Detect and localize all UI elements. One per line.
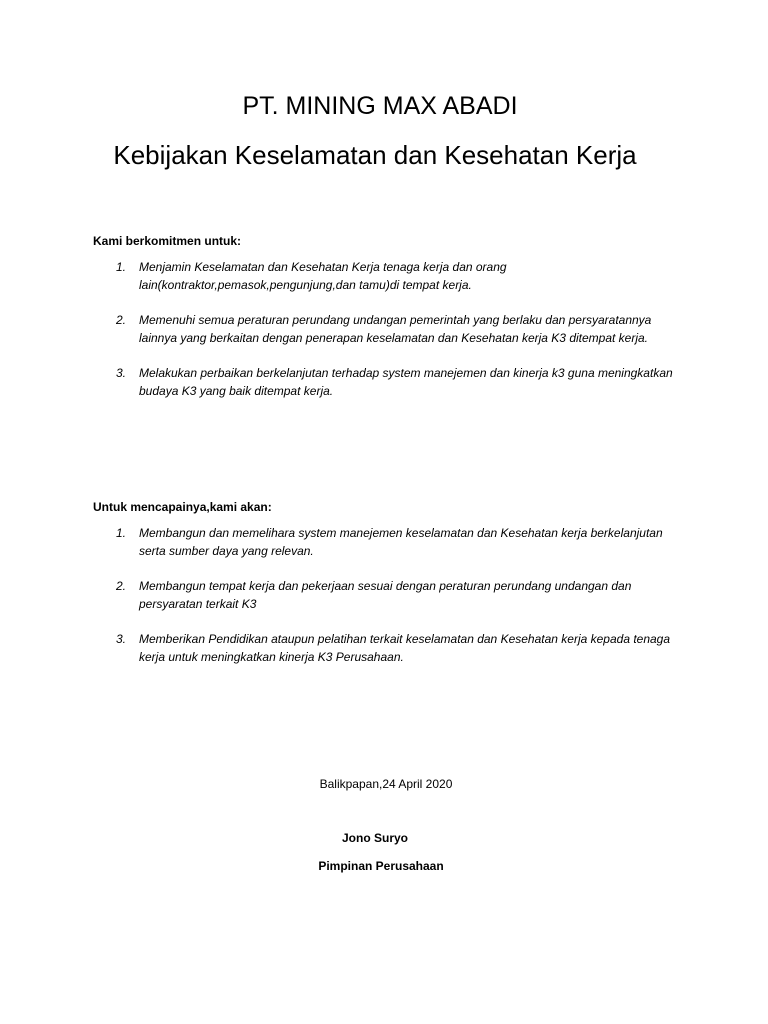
achievement-heading: Untuk mencapainya,kami akan: <box>93 500 272 514</box>
list-item-text: Menjamin Keselamatan dan Kesehatan Kerja tenaga kerja dan orang lain(kontraktor,pemasok,pengunjung,dan tamu)di tempat kerja. <box>139 260 507 292</box>
list-item <box>93 631 683 666</box>
list-item <box>93 578 683 613</box>
signatory-name: Jono Suryo <box>341 831 408 845</box>
list-item-text: Membangun dan memelihara system manejemen keselamatan dan Kesehatan kerja berkelanjutan serta sumber daya yang relevan. <box>139 526 663 558</box>
list-item-number: 3. <box>116 366 127 380</box>
policy-title: Kebijakan Keselamatan dan Kesehatan Kerja <box>113 140 637 170</box>
signatory-position: Pimpinan Perusahaan <box>318 859 444 873</box>
list-item <box>93 312 683 347</box>
achievement-list <box>93 525 683 684</box>
list-item-text: Melakukan perbaikan berkelanjutan terhadap system manejemen dan kinerja k3 guna meningkatkan budaya K3 yang baik ditempat kerja. <box>139 366 673 398</box>
signature-place-date: Balikpapan,24 April 2020 <box>319 777 453 791</box>
list-item-text: Membangun tempat kerja dan pekerjaan sesuai dengan peraturan perundang undangan dan persyaratan terkait K3 <box>139 579 632 611</box>
list-item-number: 1. <box>116 526 127 540</box>
list-item-number: 1. <box>116 260 127 274</box>
commitment-heading: Kami berkomitmen untuk: <box>93 234 242 248</box>
list-item-number: 2. <box>116 579 127 593</box>
company-name: PT. MINING MAX ABADI <box>242 92 518 120</box>
list-item <box>93 365 683 400</box>
list-item <box>93 259 683 294</box>
list-item <box>93 525 683 560</box>
list-item-text: Memenuhi semua peraturan perundang undangan pemerintah yang berlaku dan persyaratannya lainnya yang berkaitan dengan penerapan keselamatan dan Kesehatan kerja K3 ditempat kerja. <box>139 313 652 345</box>
list-item-number: 3. <box>116 632 127 646</box>
commitment-list <box>93 259 683 418</box>
list-item-text: Memberikan Pendidikan ataupun pelatihan terkait keselamatan dan Kesehatan kerja kepada tenaga kerja untuk meningkatkan kinerja K3 Perusahaan. <box>139 632 671 664</box>
list-item-number: 2. <box>116 313 127 327</box>
